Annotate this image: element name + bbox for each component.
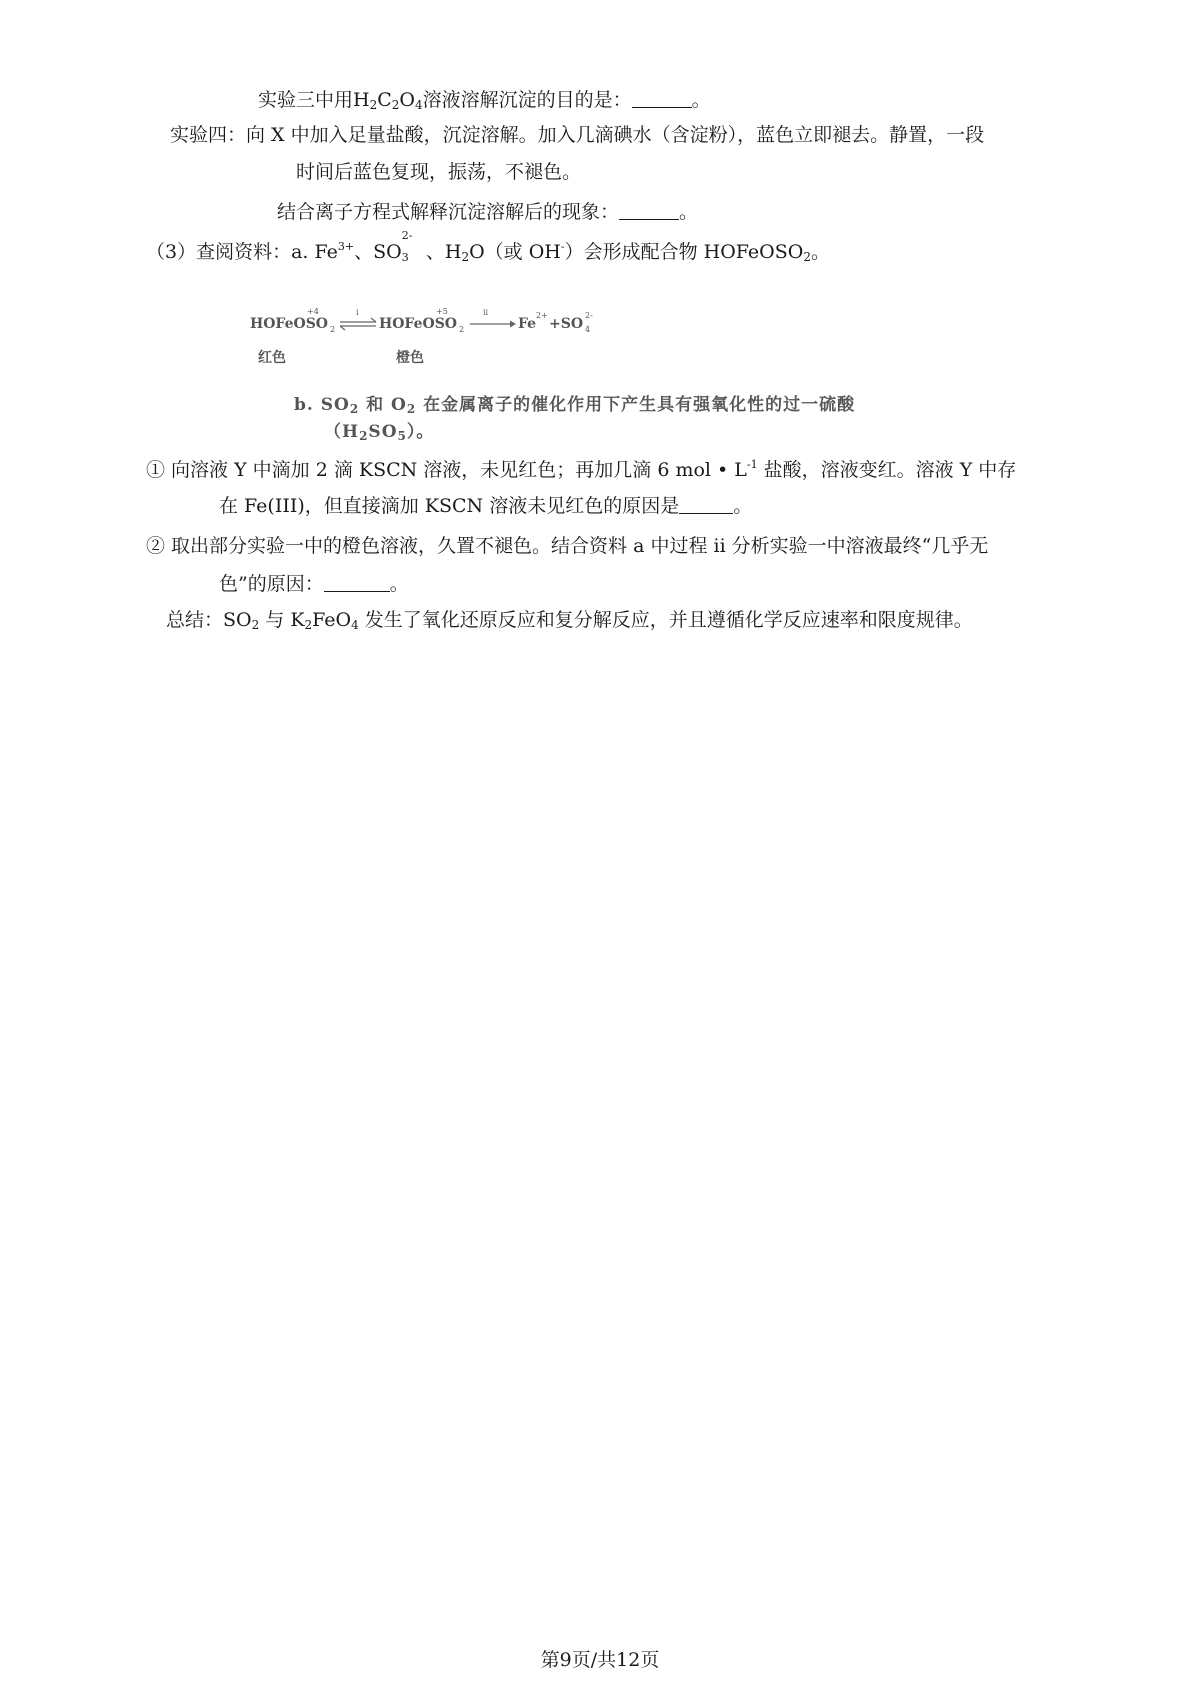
question-1-line1: ① 向溶液 Y 中滴加 2 滴 KSCN 溶液，未见红色；再加几滴 6 mol • $L^{-1}$ 盐酸，溶液变红。溶液 Y 中存 <box>146 458 1017 481</box>
h2c2o4-formula: $H_2C_2O_4$ <box>353 89 423 112</box>
part3-reference-a: （3）查阅资料：a. $Fe^{3+}$、SO 2- 3 、$H_2O$（或 OH-）会形成配合物 HOFeOSO$_2$。 <box>146 229 830 264</box>
reference-b-line1: b. $SO_2$ 和 $O_2$ 在金属离子的催化作用下产生具有强氧化性的过一硫酸 <box>294 395 856 416</box>
svg-text:4: 4 <box>585 325 591 334</box>
svg-text:Fe: Fe <box>518 316 537 332</box>
products <box>518 311 593 334</box>
complex-orange <box>379 308 464 334</box>
svg-text:2+: 2+ <box>536 311 548 320</box>
answer-blank-q2[interactable] <box>324 573 390 592</box>
so3-charge: 2- 3 <box>401 229 413 264</box>
equilibrium-arrow-i <box>340 308 376 330</box>
exp4-question: 结合离子方程式解释沉淀溶解后的现象： 。 <box>277 201 699 223</box>
reference-b-line2: $(H_2SO_5)$。 <box>324 422 435 443</box>
svg-text:2-: 2- <box>585 311 593 320</box>
svg-text:i: i <box>356 308 359 317</box>
svg-text:ii: ii <box>483 308 489 317</box>
arrow-ii <box>470 308 516 328</box>
answer-blank-q1[interactable] <box>679 495 733 514</box>
question-2-line2: 色”的原因： 。 <box>219 573 409 595</box>
exp4-line1: 实验四：向 X 中加入足量盐酸，沉淀溶解。加入几滴碘水（含淀粉），蓝色立即褪去。静置，一段 <box>170 124 985 146</box>
answer-blank-exp4[interactable] <box>619 201 679 220</box>
label-orange: 橙色 <box>396 350 424 366</box>
svg-text:HOFeOSO: HOFeOSO <box>250 316 329 332</box>
complex-red <box>250 308 335 334</box>
reference-b <box>294 392 855 446</box>
svg-text:2: 2 <box>459 325 465 334</box>
reaction-scheme <box>248 308 648 370</box>
svg-text:+SO: +SO <box>549 316 584 332</box>
exp4-line2: 时间后蓝色复现，振荡，不褪色。 <box>296 161 582 183</box>
page-number-footer: 第9页/共12页 <box>540 1649 660 1671</box>
answer-blank-exp3[interactable] <box>632 89 692 108</box>
svg-text:+4: +4 <box>307 308 319 316</box>
label-red: 红色 <box>258 350 286 366</box>
question-1-line2: 在 Fe(III)，但直接滴加 KSCN 溶液未见红色的原因是 。 <box>219 495 753 517</box>
summary-line: 总结：$SO_2$ 与 $K_2FeO_4$ 发生了氧化还原反应和复分解反应，并且遵循化学反应速率和限度规律。 <box>166 609 973 632</box>
exp3-purpose-line: 实验三中用$H_2C_2O_4$溶液溶解沉淀的目的是： 。 <box>258 89 711 112</box>
svg-text:+5: +5 <box>436 308 448 316</box>
svg-text:2: 2 <box>330 325 336 334</box>
question-2-line1: ② 取出部分实验一中的橙色溶液，久置不褪色。结合资料 a 中过程 ii 分析实验一中溶液最终“几乎无 <box>146 535 989 557</box>
svg-text:HOFeOSO: HOFeOSO <box>379 316 458 332</box>
